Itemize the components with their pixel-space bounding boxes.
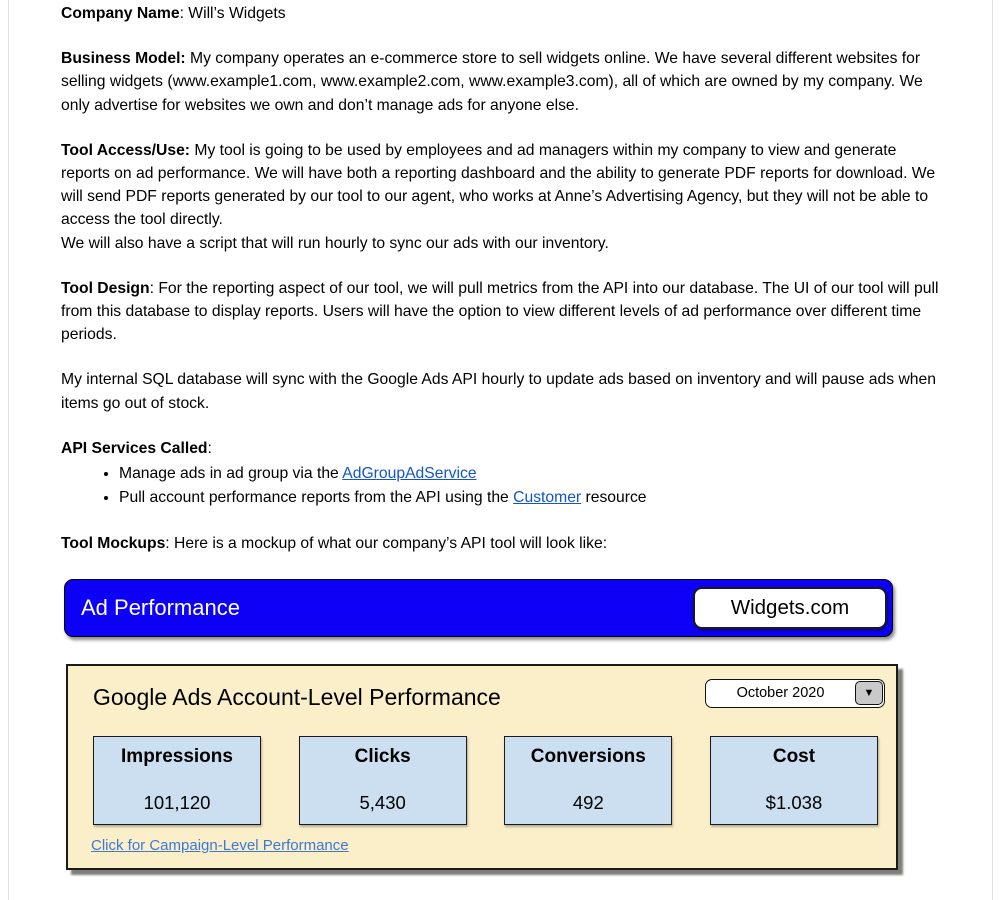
text-run: My tool is going to be used by employees and ad managers within my company to view and generate reports on ad performance. We will have both a reporting dashboard and the ability to generate PDF reports for download. We will send PDF reports generated by our tool to our agent, who works at Anne’s Advertising Agency, but they will not be able to access the tool directly. bbox=[61, 141, 936, 229]
bold-text: API Services Called bbox=[61, 439, 208, 457]
text-run: resource bbox=[581, 488, 647, 506]
bold-text: Tool Access/Use: bbox=[61, 141, 191, 159]
text-run: Pull account performance reports from the API using the bbox=[119, 488, 514, 506]
metric-value: 492 bbox=[572, 791, 604, 813]
metric-value: 101,120 bbox=[143, 791, 211, 813]
paragraph-tool-mockups bbox=[61, 532, 942, 555]
paragraph-tool-design bbox=[61, 277, 942, 347]
customer-resource-link[interactable]: Customer bbox=[513, 488, 582, 506]
text-run: : For the reporting aspect of our tool, we will pull metrics from the API into our database. The UI of our tool will pull from this database to display reports. Users will have the option to view different levels of ad performance over different time periods. bbox=[61, 279, 939, 344]
paragraph-business-model bbox=[61, 47, 942, 117]
metric-label: Conversions bbox=[530, 745, 646, 767]
text-run: My company operates an e-commerce store to sell widgets online. We have several different websites for selling widgets (www.example1.com, www.example2.com, www.example3.com), all of which are owned by my company. We only advertise for websites we own and don’t manage ads for anyone else. bbox=[61, 50, 923, 114]
text-run: We will also have a script that will run hourly to sync our ads with our inventory. bbox=[61, 234, 609, 252]
text-run: My internal SQL database will sync with the Google Ads API hourly to update ads based on inventory and will pause ads when items go out of stock. bbox=[61, 371, 936, 412]
dropdown-arrow-button[interactable] bbox=[855, 681, 883, 705]
bold-text: Business Model: bbox=[61, 50, 186, 68]
panel-title: Google Ads Account-Level Performance bbox=[93, 683, 501, 710]
paragraph-company-name bbox=[61, 2, 942, 25]
bold-text: Tool Design bbox=[61, 279, 150, 297]
document-page bbox=[8, 0, 993, 900]
metric-card-clicks bbox=[299, 736, 467, 825]
metric-cards-row bbox=[93, 736, 878, 825]
site-button[interactable]: Widgets.com bbox=[693, 587, 887, 629]
metric-card-impressions bbox=[93, 736, 261, 825]
paragraph-api-services-heading bbox=[61, 437, 942, 460]
period-dropdown[interactable] bbox=[705, 679, 885, 708]
metric-label: Impressions bbox=[121, 745, 233, 767]
metric-label: Cost bbox=[772, 745, 816, 767]
mockup-container bbox=[61, 579, 942, 870]
adgroupadservice-link[interactable]: AdGroupAdService bbox=[342, 465, 477, 483]
api-services-list bbox=[61, 462, 942, 510]
paragraph-sql-sync bbox=[61, 368, 942, 414]
document-body bbox=[61, 2, 942, 555]
list-item bbox=[119, 462, 942, 486]
bold-text: Tool Mockups bbox=[61, 534, 166, 552]
metric-label: Clicks bbox=[354, 745, 411, 767]
text-run: : Here is a mockup of what our company’s API tool will look like: bbox=[165, 534, 608, 552]
paragraph-tool-access bbox=[61, 139, 942, 255]
dropdown-value: October 2020 bbox=[736, 685, 825, 702]
app-title: Ad Performance bbox=[81, 594, 240, 620]
campaign-level-link[interactable]: Click for Campaign-Level Performance bbox=[91, 836, 349, 854]
mockup-header-bar bbox=[64, 579, 893, 637]
list-item bbox=[119, 486, 942, 510]
metric-value: 5,430 bbox=[359, 791, 406, 813]
chevron-down-icon: ▼ bbox=[863, 686, 875, 699]
metric-card-conversions bbox=[504, 736, 672, 825]
metric-card-cost bbox=[710, 736, 878, 825]
text-run: Manage ads in ad group via the bbox=[119, 465, 343, 483]
performance-panel bbox=[66, 664, 898, 870]
bold-text: Company Name bbox=[61, 5, 180, 22]
text-run: : Will’s Widgets bbox=[179, 5, 286, 22]
text-run: : bbox=[207, 439, 212, 457]
metric-value: $1.038 bbox=[765, 791, 823, 813]
